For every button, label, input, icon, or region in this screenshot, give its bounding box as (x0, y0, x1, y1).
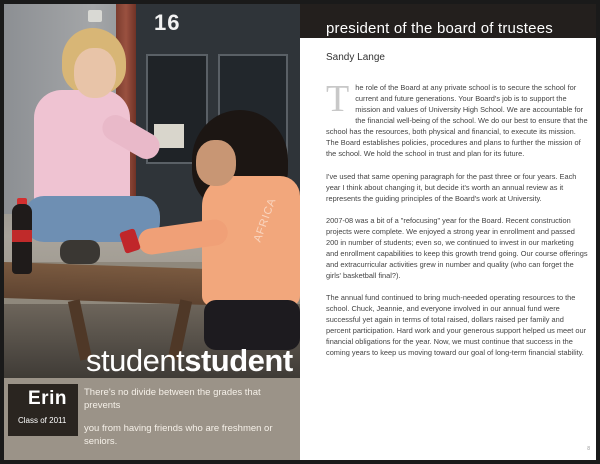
article-body (326, 78, 588, 369)
paragraph-text: he role of the Board at any private school is to secure the school for current and future generations. Your Board's job is to support the mission and values of University High School. We are accountable for the financial well-being of the school. We do our best to ensure that the school has the resources, both physical and financial, to execute its mission. The Board establishes policies, procedures and plans to further the mission of the school. We hold the school in trust and plan for its future. (326, 83, 588, 158)
student-photo (4, 4, 300, 378)
paragraph: I've used that same opening paragraph for the past three or four years. Each year I think about changing it, but decide it's worth an annual review as it represents the guiding principles of the Board's work at University. (326, 172, 577, 203)
page-title: president of the board of trustees (326, 20, 553, 37)
student-quote-line-1: There's no divide between the grades that prevents (84, 387, 261, 411)
student-2-face (196, 140, 236, 186)
drop-cap: T (326, 78, 350, 120)
student-1-hoodie (34, 90, 130, 208)
headline-thin: student (86, 343, 185, 378)
shirt-print: AFRICA (251, 196, 279, 244)
student-quote-line-2: you from having friends who are freshmen or seniors. (84, 423, 273, 447)
section-headline (86, 344, 293, 378)
page-number: 8 (587, 446, 590, 452)
student-class: Class of 2011 (18, 416, 67, 425)
paragraph: 2007-08 was a bit of a "refocusing" year for the Board. Recent construction projects were complete. We enjoyed a strong year in enrollment and passed 200 in number of students; even so, we continued to invest in our marketing and enrollment capabilities to keep this growth trend going. Our course offerings and extracurricular activities grew in number and quality (who can forget the girls' basketball final?). (326, 216, 588, 280)
bottle-label (12, 230, 32, 242)
room-number: 16 (154, 10, 181, 35)
student-1-shoe (60, 240, 100, 264)
headline-bold: student (184, 343, 293, 378)
paragraph: The annual fund continued to bring much-needed operating resources to the school. Chuck, Jeannie, and everyone involved in our annual fund were successful yet again in terms of total raised, dollars raised per family and percent participation. Hard work and your generous support helped us meet our financial obligations for the year. Now, we must continue that success in the coming years to keep us moving toward our goal of long-term financial stability. (326, 293, 587, 357)
student-name: Erin (28, 388, 67, 409)
student-1-face (74, 48, 116, 98)
left-page (4, 4, 300, 460)
wall-lamp (88, 10, 102, 22)
right-page (300, 4, 596, 460)
author-name: Sandy Lange (326, 52, 385, 63)
paragraph (326, 78, 588, 159)
